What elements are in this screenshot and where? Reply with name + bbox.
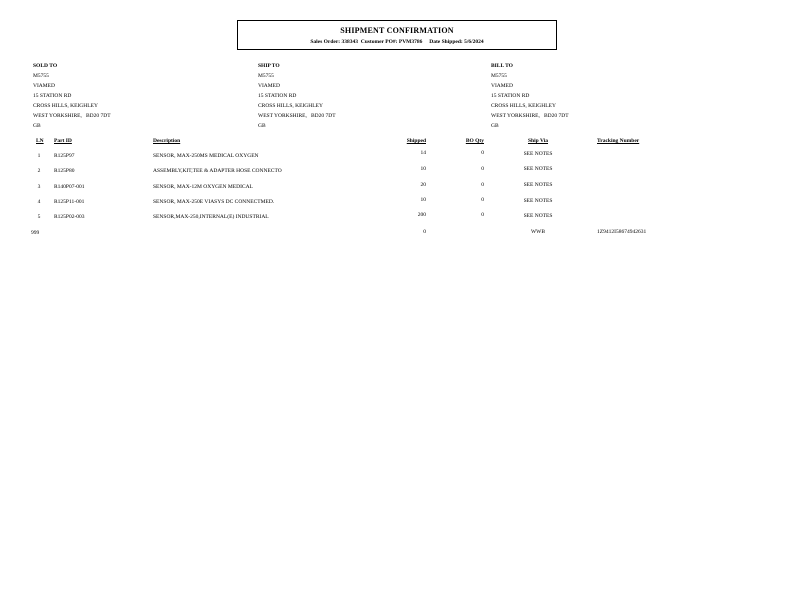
bill-to-line: WEST YORKSHIRE, BD20 7DT xyxy=(491,113,569,119)
sold-to-line: GB xyxy=(33,123,41,129)
row-bo-qty: 0 xyxy=(481,182,484,188)
column-header-part-id: Part ID xyxy=(54,138,72,144)
footer-shipped: 0 xyxy=(423,229,426,235)
row-shipped: 14 xyxy=(420,150,426,156)
order-summary-line: Sales Order: 338343 Customer PO#: PVM3786 Date Shipped: 5/6/2024 xyxy=(310,39,484,45)
row-description: SENSOR, MAX-250MS MEDICAL OXYGEN xyxy=(153,153,259,159)
row-bo-qty: 0 xyxy=(481,212,484,218)
sold-to-line: CROSS HILLS, KEIGHLEY xyxy=(33,103,98,109)
document-header xyxy=(237,20,557,50)
row-shipped: 200 xyxy=(417,212,426,218)
row-ship-via: SEE NOTES xyxy=(523,182,553,188)
column-header-shipped: Shipped xyxy=(406,138,426,144)
row-bo-qty: 0 xyxy=(481,166,484,172)
row-ln: 5 xyxy=(37,214,41,220)
bill-to-line: M5755 xyxy=(491,73,507,79)
row-ln: 3 xyxy=(37,184,41,190)
column-header-description: Description xyxy=(153,138,181,144)
bill-to-line: VIAMED xyxy=(491,83,513,89)
column-header-tracking-number: Tracking Number xyxy=(597,138,640,144)
ship-to-line: CROSS HILLS, KEIGHLEY xyxy=(258,103,323,109)
row-description: SENSOR, MAX-250E VIASYS DC CONNECTMED. xyxy=(153,199,275,205)
row-ln: 4 xyxy=(37,199,41,205)
row-bo-qty: 0 xyxy=(481,197,484,203)
row-part-id: R140P07-001 xyxy=(54,184,85,190)
ship-to-label: SHIP TO xyxy=(258,63,280,69)
ship-to-line: GB xyxy=(258,123,266,129)
bill-to-line: GB xyxy=(491,123,499,129)
row-ship-via: SEE NOTES xyxy=(523,198,553,204)
row-ln: 1 xyxy=(37,153,41,159)
row-part-id: R125P11-001 xyxy=(54,199,85,205)
row-ship-via: SEE NOTES xyxy=(523,213,553,219)
row-bo-qty: 0 xyxy=(481,150,484,156)
column-header-ship-via: Ship Via xyxy=(527,138,549,144)
row-ln: 2 xyxy=(37,168,41,174)
ship-to-line: 15 STATION RD xyxy=(258,93,297,99)
row-description: SENSOR, MAX-12M OXYGEN MEDICAL xyxy=(153,184,253,190)
row-ship-via: SEE NOTES xyxy=(523,166,553,172)
column-header-bo-qty: BO Qty xyxy=(465,138,484,144)
row-shipped: 10 xyxy=(420,197,426,203)
ship-to-line: M5755 xyxy=(258,73,274,79)
sold-to-label: SOLD TO xyxy=(33,63,58,69)
sold-to-line: M5755 xyxy=(33,73,49,79)
footer-tracking-number: 1Z9412I58674942631 xyxy=(597,229,647,235)
ship-to-line: VIAMED xyxy=(258,83,280,89)
bill-to-label: BILL TO xyxy=(491,63,513,69)
sold-to-line: VIAMED xyxy=(33,83,55,89)
row-part-id: R125P97 xyxy=(54,153,75,159)
bill-to-block xyxy=(491,61,569,131)
sold-to-block xyxy=(33,61,111,131)
row-shipped: 10 xyxy=(420,166,426,172)
row-part-id: R125P80 xyxy=(54,168,75,174)
row-part-id: R125P02-003 xyxy=(54,214,85,220)
sold-to-line: WEST YORKSHIRE, BD20 7DT xyxy=(33,113,111,119)
ship-to-block xyxy=(258,61,336,131)
row-description: ASSEMBLY,KIT,TEE & ADAPTER HOSE CONNECTO xyxy=(153,168,282,174)
row-ship-via: SEE NOTES xyxy=(523,151,553,157)
footer-ln: 999 xyxy=(31,230,40,236)
ship-to-line: WEST YORKSHIRE, BD20 7DT xyxy=(258,113,336,119)
bill-to-line: CROSS HILLS, KEIGHLEY xyxy=(491,103,556,109)
row-description: SENSOR,MAX-250,INTERNAL(E) INDUSTRIAL xyxy=(153,214,269,220)
row-shipped: 20 xyxy=(420,182,426,188)
document-title: SHIPMENT CONFIRMATION xyxy=(340,26,454,35)
sold-to-line: 15 STATION RD xyxy=(33,93,72,99)
footer-ship-via: WWB xyxy=(530,229,546,235)
column-header-ln: LN xyxy=(36,138,44,144)
bill-to-line: 15 STATION RD xyxy=(491,93,530,99)
